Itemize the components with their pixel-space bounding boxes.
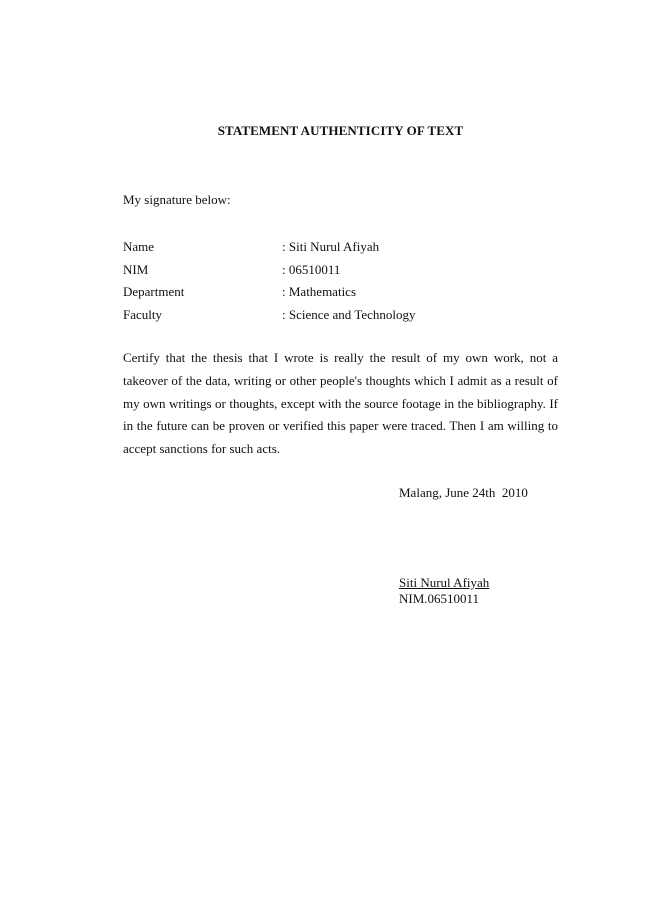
field-label-department: Department xyxy=(123,284,185,300)
field-value-name: : Siti Nurul Afiyah xyxy=(282,239,380,254)
page-title: STATEMENT AUTHENTICITY OF TEXT xyxy=(217,123,464,138)
field-label-nim: NIM xyxy=(123,261,149,277)
field-row-department xyxy=(123,281,558,304)
statement-paragraph: Certify that the thesis that I wrote is really the result of my own work, not a takeover of the data, writing or other people's thoughts which I admit as a result of my own writings or thoughts, except with the source footage in the bibliography. If in the future can be proven or verified this paper were traced. Then I am willing to accept sanctions for such acts. xyxy=(123,350,558,457)
place-date: Malang, June 24th 2010 xyxy=(399,485,528,500)
signer-name: Siti Nurul Afiyah xyxy=(399,575,490,590)
field-label-faculty: Faculty xyxy=(123,307,162,323)
field-row-name xyxy=(123,236,558,259)
identity-fields xyxy=(123,236,558,327)
field-row-nim xyxy=(123,259,558,282)
field-value-department: : Mathematics xyxy=(282,284,357,300)
field-label-name: Name xyxy=(123,239,155,254)
field-value-nim: : 06510011 xyxy=(282,261,341,277)
signer-nim: NIM.06510011 xyxy=(399,591,480,606)
intro-text: My signature below: xyxy=(123,192,231,207)
field-row-faculty xyxy=(123,304,558,327)
field-value-faculty: : Science and Technology xyxy=(282,307,416,323)
